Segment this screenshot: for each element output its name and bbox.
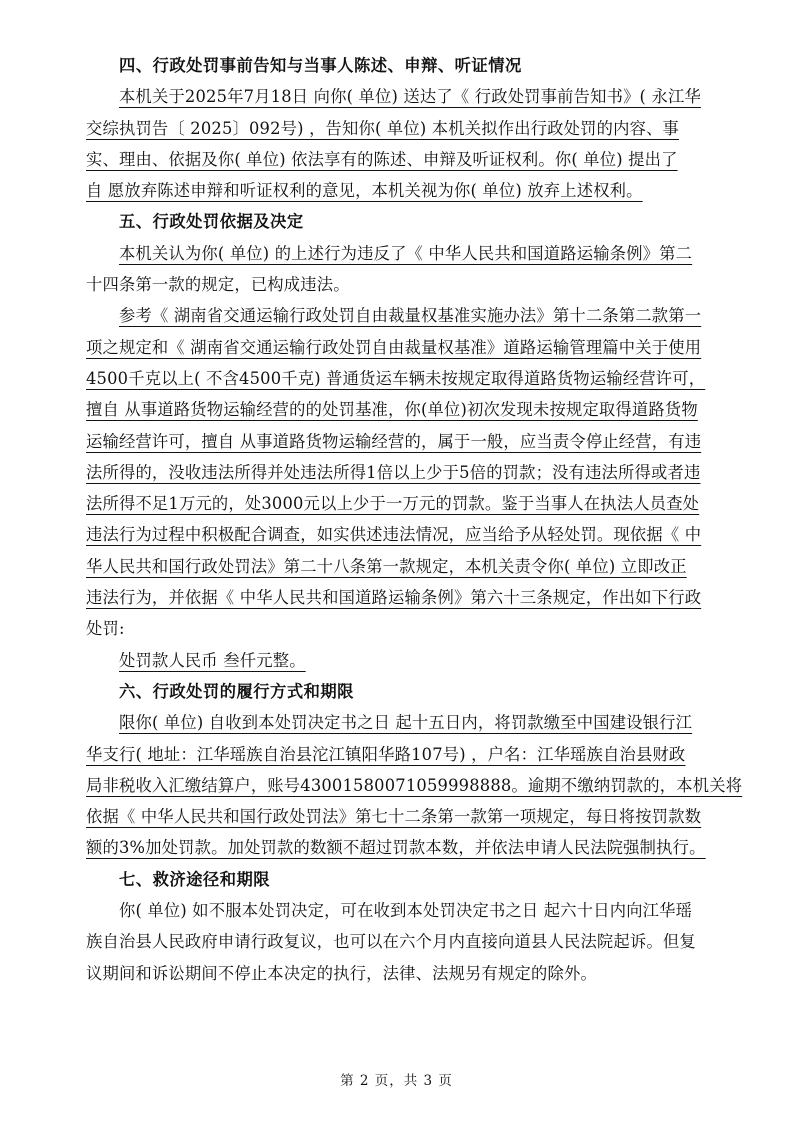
paragraph-line: 实、理由、依据及你( 单位) 依法享有的陈述、申辩及听证权利。你( 单位) 提出了 [86, 149, 678, 169]
paragraph-line: 法所得的，没收违法所得并处违法所得1倍以上少于5倍的罚款；没有违法所得或者违 [86, 462, 701, 482]
paragraph-line: 额的3%加处罚款。加处罚款的数额不超过罚款本数，并依法申请人民法院强制执行。 [86, 838, 706, 858]
paragraph-line: 族自治县人民政府申请行政复议，也可以在六个月内直接向道县人民法院起诉。但复 [86, 932, 696, 952]
paragraph-line: 自 愿放弃陈述申辩和听证权利的意见，本机关视为你( 单位) 放弃上述权利。 [86, 181, 643, 201]
section-heading-4: 四、行政处罚事前告知与当事人陈述、申辩、听证情况 [119, 56, 522, 75]
paragraph-line: 违法行为过程中积极配合调查，如实供述违法情况，应当给予从轻处罚。现依据《 中 [86, 525, 702, 545]
paragraph-line: 华支行( 地址：江华瑶族自治县沱江镇阳华路107号) ，户名：江华瑶族自治县财政 [86, 744, 686, 764]
paragraph-line: 局非税收入汇缴结算户，账号43001580071059998888。逾期不缴纳罚款的，本机关将 [86, 775, 743, 795]
paragraph-line: 4500千克以上( 不含4500千克) 普通货运车辆未按规定取得道路货物运输经营许可， [86, 368, 706, 388]
paragraph-line: 你( 单位) 如不服本处罚决定，可在收到本处罚决定书之日 起六十日内向江华瑶 [119, 901, 693, 921]
paragraph-line: 十四条第一款的规定，已构成违法。 [86, 275, 350, 295]
paragraph-line: 运输经营许可，擅自 从事道路货物运输经营的，属于一般，应当责令停止经营，有违 [86, 431, 702, 451]
paragraph-line: 参考《 湖南省交通运输行政处罚自由裁量权基准实施办法》第十二条第二款第一 [119, 306, 702, 326]
paragraph-line: 议期间和诉讼期间不停止本决定的执行，法律、法规另有规定的除外。 [86, 963, 597, 983]
page-footer: 第 2 页，共 3 页 [340, 1073, 453, 1089]
paragraph-line: 项之规定和《 湖南省交通运输行政处罚自由裁量权基准》道路运输管理篇中关于使用 [86, 337, 702, 357]
document-body [86, 50, 753, 989]
paragraph-line: 华人民共和国行政处罚法》第二十八条第一款规定，本机关责令你( 单位) 立即改正 [86, 556, 687, 576]
penalty-amount: 处罚款人民币 叁仟元整。 [119, 650, 306, 670]
paragraph-line: 擅自 从事道路货物运输经营的的处罚基准，你(单位)初次发现未按规定取得道路货物 [86, 400, 698, 420]
paragraph-line: 依据《 中华人民共和国行政处罚法》第七十二条第一款第一项规定，每日将按罚款数 [86, 807, 702, 827]
paragraph-line: 违法行为，并依据《 中华人民共和国道路运输条例》第六十三条规定，作出如下行政 [86, 588, 702, 608]
paragraph-line: 交综执罚告〔 2025〕092号) ，告知你( 单位) 本机关拟作出行政处罚的内容、事 [86, 118, 680, 138]
section-heading-6: 六、行政处罚的履行方式和期限 [119, 681, 354, 701]
paragraph-line: 处罚: [86, 619, 125, 639]
section-heading-7: 七、救济途径和期限 [119, 869, 271, 889]
paragraph-line: 本机关认为你( 单位) 的上述行为违反了《 中华人民共和国道路运输条例》第二 [119, 243, 693, 263]
paragraph-line: 本机关于2025年7月18日 向你( 单位) 送达了《 行政处罚事前告知书》( 永江华 [119, 87, 701, 107]
section-heading-5: 五、行政处罚依据及决定 [119, 212, 304, 232]
paragraph-line: 法所得不足1万元的，处3000元以上少于一万元的罚款。鉴于当事人在执法人员查处 [86, 494, 700, 514]
paragraph-line: 限你( 单位) 自收到本处罚决定书之日 起十五日内，将罚款缴至中国建设银行江 [119, 713, 693, 733]
